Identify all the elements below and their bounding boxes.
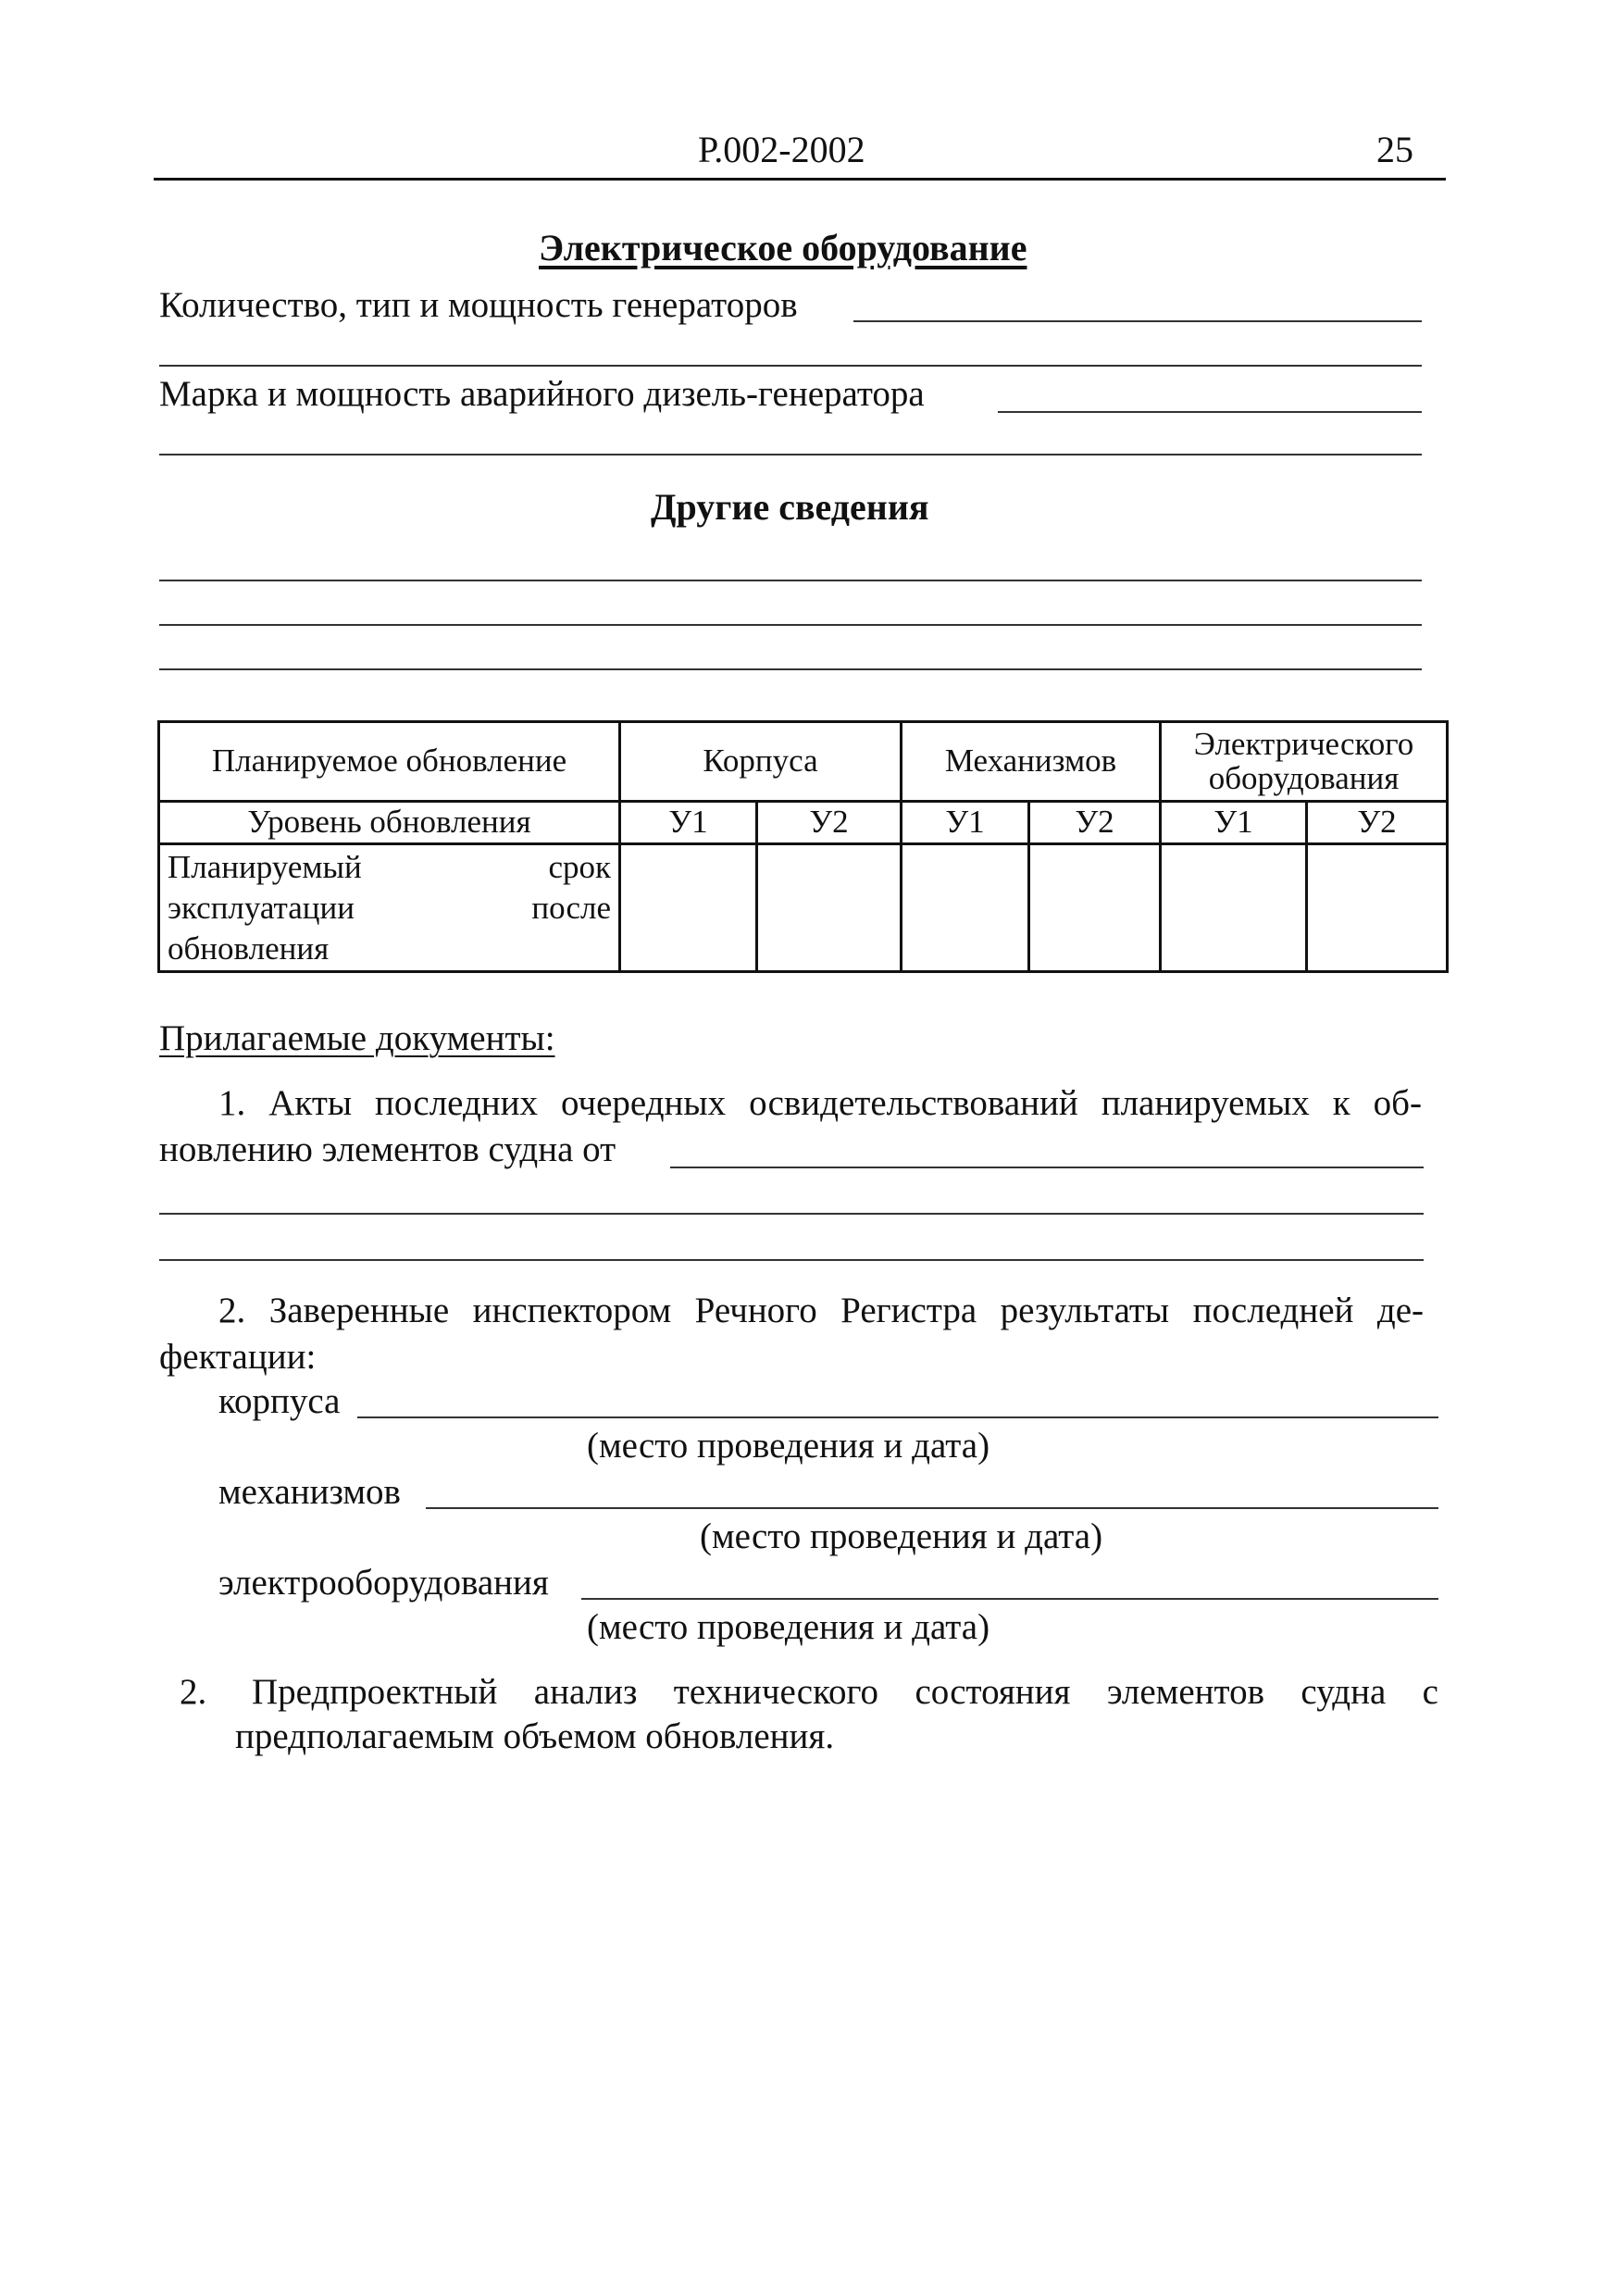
- attachment-3-line-1: Предпроектный анализ технического состояния элементов судна с: [252, 1672, 1438, 1712]
- level-cell-electrical-1: У1: [1161, 802, 1307, 844]
- machinery-header: Механизмов: [902, 722, 1161, 802]
- generators-fill-line-2[interactable]: [159, 365, 1422, 367]
- generators-fill-line[interactable]: [853, 320, 1422, 322]
- service-life-input-machinery-1[interactable]: [902, 844, 1029, 972]
- service-life-input-electrical-1[interactable]: [1161, 844, 1307, 972]
- service-life-input-hull-1[interactable]: [620, 844, 757, 972]
- other-fill-line-1[interactable]: [159, 580, 1422, 581]
- emergency-generator-fill-line-2[interactable]: [159, 454, 1422, 455]
- hull-place-date-caption: (место проведения и дата): [587, 1426, 990, 1466]
- level-cell-machinery-2: У2: [1029, 802, 1161, 844]
- machinery-defect-label: механизмов: [218, 1472, 401, 1512]
- level-cell-machinery-1: У1: [902, 802, 1029, 844]
- attachment-2-line-2: фектации:: [159, 1337, 317, 1377]
- electrical-header: Электрического оборудования: [1161, 722, 1448, 802]
- service-life-input-electrical-2[interactable]: [1307, 844, 1448, 972]
- planned-update-header: Планируемое обновление: [159, 722, 620, 802]
- level-cell-electrical-2: У2: [1307, 802, 1448, 844]
- attachment-3-line-2: предполагаемым объемом обновления.: [235, 1716, 835, 1756]
- attachment-1-line-2: новлению элементов судна от: [159, 1129, 616, 1169]
- attachments-title: Прилагаемые документы:: [159, 1018, 555, 1058]
- attachment-3-number: 2.: [180, 1672, 207, 1712]
- update-level-label: Уровень обновления: [159, 802, 620, 844]
- other-fill-line-3[interactable]: [159, 668, 1422, 670]
- hull-defect-label: корпуса: [218, 1381, 341, 1421]
- service-life-input-machinery-2[interactable]: [1029, 844, 1161, 972]
- level-cell-hull-1: У1: [620, 802, 757, 844]
- attachment-2-line-1: 2. Заверенные инспектором Речного Регистра результаты последней де-: [218, 1291, 1424, 1330]
- attachment-1-line-1: 1. Акты последних очередных освидетельствований планируемых к об-: [218, 1083, 1422, 1123]
- level-cell-hull-2: У2: [757, 802, 902, 844]
- attachment-1-date-fill-line[interactable]: [670, 1167, 1424, 1168]
- electrical-defect-fill-line[interactable]: [581, 1598, 1438, 1600]
- attachment-1-fill-line-3[interactable]: [159, 1259, 1424, 1261]
- emergency-generator-fill-line[interactable]: [998, 411, 1422, 413]
- section-title-other: Другие сведения: [651, 486, 929, 528]
- emergency-generator-label: Марка и мощность аварийного дизель-генератора: [159, 374, 925, 414]
- service-life-input-hull-2[interactable]: [757, 844, 902, 972]
- other-fill-line-2[interactable]: [159, 624, 1422, 626]
- electrical-defect-label: электрооборудования: [218, 1563, 549, 1603]
- generators-label: Количество, тип и мощность генераторов: [159, 285, 798, 325]
- electrical-place-date-caption: (место проведения и дата): [587, 1607, 990, 1647]
- machinery-defect-fill-line[interactable]: [426, 1507, 1438, 1509]
- header-rule: [154, 178, 1446, 181]
- hull-defect-fill-line[interactable]: [357, 1416, 1438, 1418]
- hull-header: Корпуса: [620, 722, 902, 802]
- document-code: Р.002-2002: [698, 129, 865, 170]
- update-table: [157, 720, 1449, 973]
- page-number: 25: [1376, 129, 1413, 170]
- attachment-1-fill-line-2[interactable]: [159, 1213, 1424, 1215]
- section-title-electrical: Электрическое оборудование: [539, 227, 1027, 268]
- service-life-label: Планируемый срок эксплуатации после обновления: [159, 844, 620, 972]
- machinery-place-date-caption: (место проведения и дата): [700, 1516, 1103, 1556]
